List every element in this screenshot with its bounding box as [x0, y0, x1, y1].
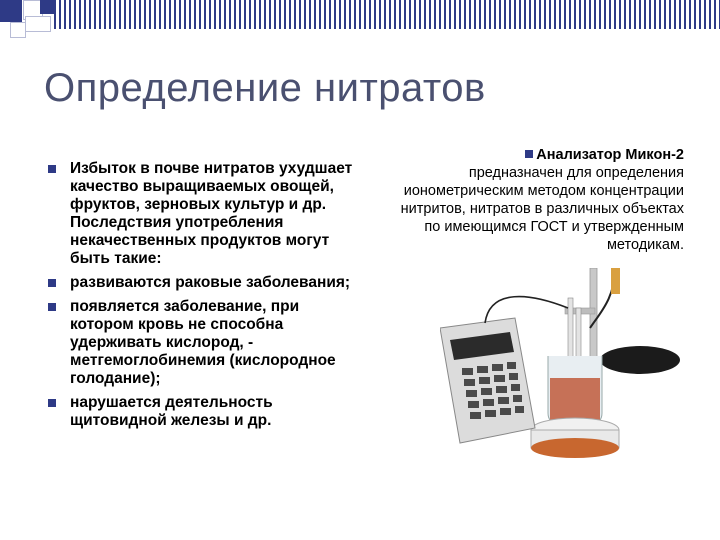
square-bullet-icon	[525, 150, 533, 158]
square-bullet-icon	[48, 165, 56, 173]
analyzer-description	[388, 146, 684, 254]
list-item	[48, 160, 358, 268]
decorative-square	[10, 22, 26, 38]
list-item	[48, 394, 358, 430]
decorative-stripes	[54, 0, 720, 29]
square-bullet-icon	[48, 279, 56, 287]
list-item	[48, 298, 358, 388]
decorative-square	[25, 16, 51, 32]
list-item-text: нарушается деятельность щитовидной железы и др.	[70, 394, 273, 429]
analyzer-heading	[388, 146, 684, 164]
analyzer-name: Анализатор Микон-2	[536, 147, 684, 163]
bullet-list	[48, 160, 358, 436]
decorative-square	[40, 0, 54, 14]
slide-title: Определение нитратов	[44, 66, 486, 110]
list-item-text: развиваются раковые заболевания;	[70, 274, 351, 291]
analyzer-device-image	[440, 268, 690, 468]
square-bullet-icon	[48, 399, 56, 407]
square-bullet-icon	[48, 303, 56, 311]
list-item-text: появляется заболевание, при котором кровь не способна удерживать кислород, - метгемоглобинемия (кислородное голодание);	[70, 298, 336, 387]
list-item	[48, 274, 358, 292]
decorative-header-band	[0, 0, 720, 36]
list-item-text: Избыток в почве нитратов ухудшает качество выращиваемых овощей, фруктов, зерновых культур и др. Последствия употребления некачественных продуктов могут быть такие:	[70, 160, 353, 267]
analyzer-text: предназначен для определения ионометрическим методом концентрации нитритов, нитратов в различных объектах по имеющимся ГОСТ и утвержденным методикам.	[400, 165, 684, 253]
decorative-square	[0, 0, 22, 22]
